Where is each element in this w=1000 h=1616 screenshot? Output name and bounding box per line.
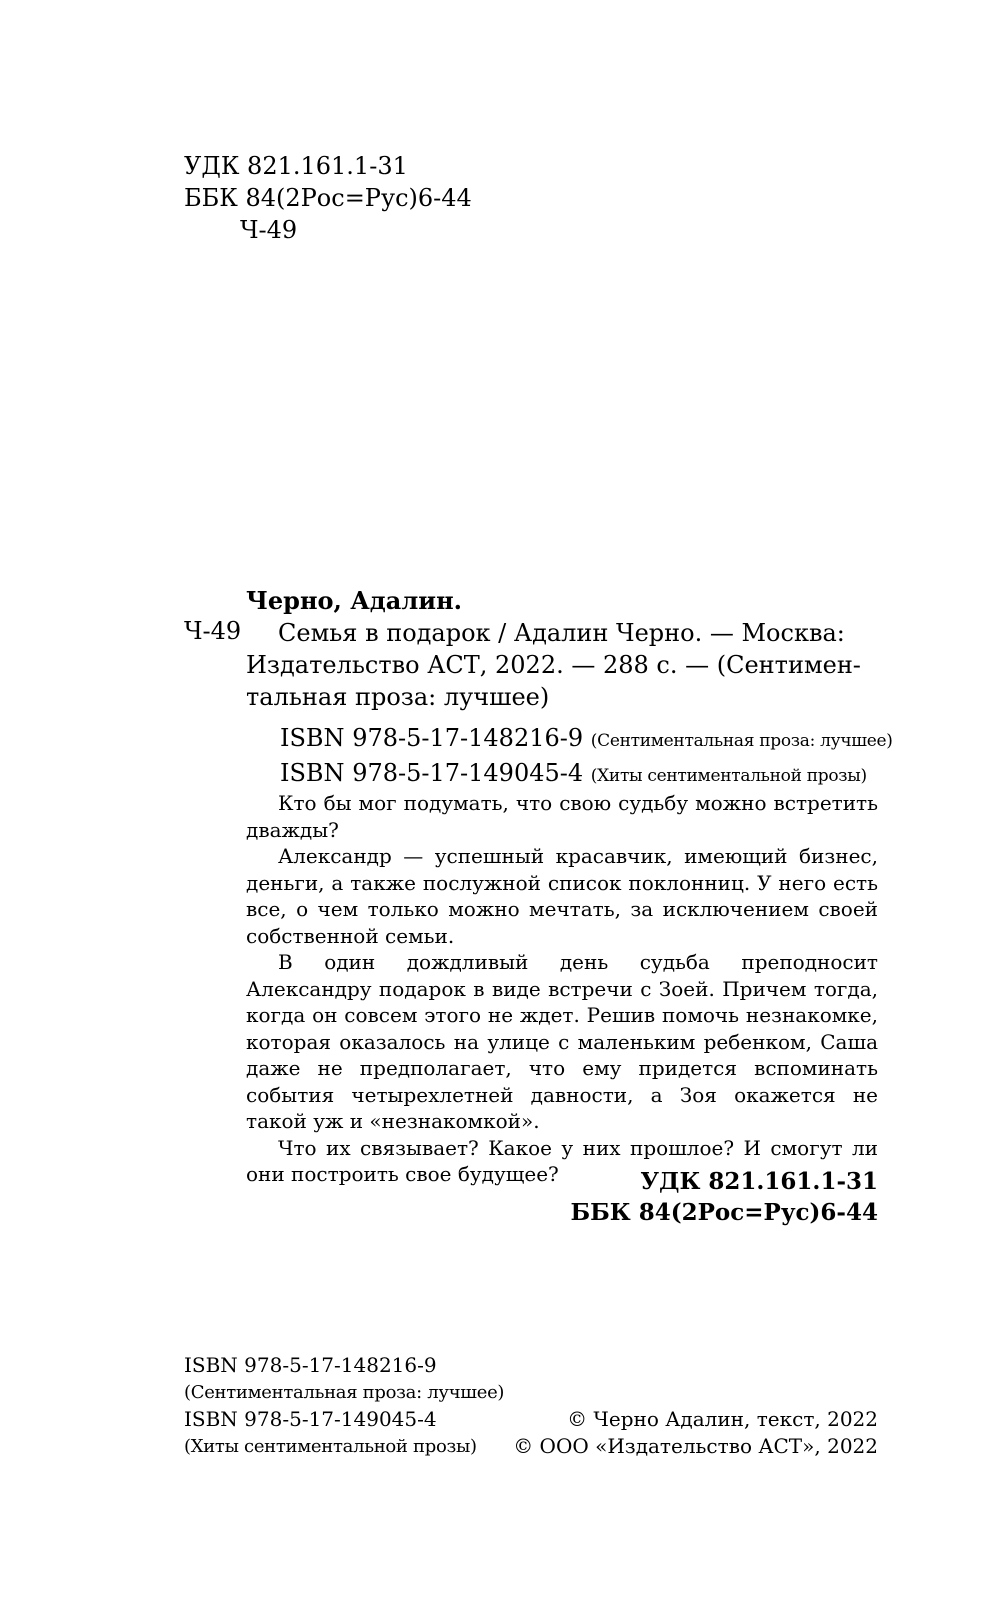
footer-isbn-1: ISBN 978-5-17-148216-9 (184, 1353, 437, 1377)
footer-isbn-2: ISBN 978-5-17-149045-4 (184, 1407, 437, 1431)
top-bbk: ББК 84(2Рос=Рус)6-44 (184, 184, 472, 212)
record-isbn-entry (280, 722, 893, 757)
top-classification (184, 150, 472, 246)
top-author-mark: Ч-49 (240, 216, 298, 244)
isbn-number: ISBN 978-5-17-148216-9 (280, 724, 584, 752)
record-isbn-entry (280, 757, 893, 792)
footer-series-1: (Сентиментальная проза: лучшее) (184, 1382, 505, 1403)
annotation-paragraph: Кто бы мог подумать, что свою судьбу можно встретить дважды? (246, 791, 878, 842)
copyright-publisher: © ООО «Издательство АСТ», 2022 (513, 1434, 878, 1458)
copyright-author: © Черно Адалин, текст, 2022 (567, 1407, 878, 1431)
top-udk: УДК 821.161.1-31 (184, 152, 408, 180)
footer-isbn (184, 1352, 504, 1460)
record-classification (570, 1166, 878, 1228)
annotation-paragraph: Александр — успешный красавчик, имеющий бизнес, деньги, а также послужной список поклонниц. У него есть все, о чем только можно мечтать, за исключением своей собственной семьи. (246, 844, 878, 948)
annotation (246, 790, 878, 1188)
isbn-number: ISBN 978-5-17-149045-4 (280, 759, 584, 787)
annotation-paragraph: Что их связывает? Какое у них прошлое? И смогут ли они построить свое будущее? (246, 1135, 878, 1186)
record-author-mark: Ч-49 (184, 617, 242, 645)
copyright-block (513, 1406, 878, 1460)
description-line: Семья в подарок / Адалин Черно. — Москва: (278, 619, 845, 647)
description-line: тальная проза: лучшее) (246, 683, 550, 711)
description-line: Издательство АСТ, 2022. — 288 с. — (Сентимен- (246, 651, 861, 679)
bibliographic-description (246, 617, 878, 713)
isbn-series: (Хиты сентиментальной прозы) (590, 766, 867, 786)
footer-series-2: (Хиты сентиментальной прозы) (184, 1436, 477, 1457)
author-heading: Черно, Адалин. (246, 586, 462, 615)
record-isbn-list (280, 722, 893, 792)
record-udk: УДК 821.161.1-31 (640, 1168, 878, 1195)
record-bbk: ББК 84(2Рос=Рус)6-44 (570, 1199, 878, 1226)
isbn-series: (Сентиментальная проза: лучшее) (590, 731, 893, 751)
annotation-paragraph: В один дождливый день судьба преподносит Александру подарок в виде встречи с Зоей. Причем тогда, когда он совсем этого не ждет. Решив помочь незнакомке, которая оказалось на улице с маленьким ребенком, Саша даже не предполагает, что ему придется вспоминать события четырехлетней давности, а Зоя окажется не такой уж и «незнакомкой». (246, 950, 878, 1133)
